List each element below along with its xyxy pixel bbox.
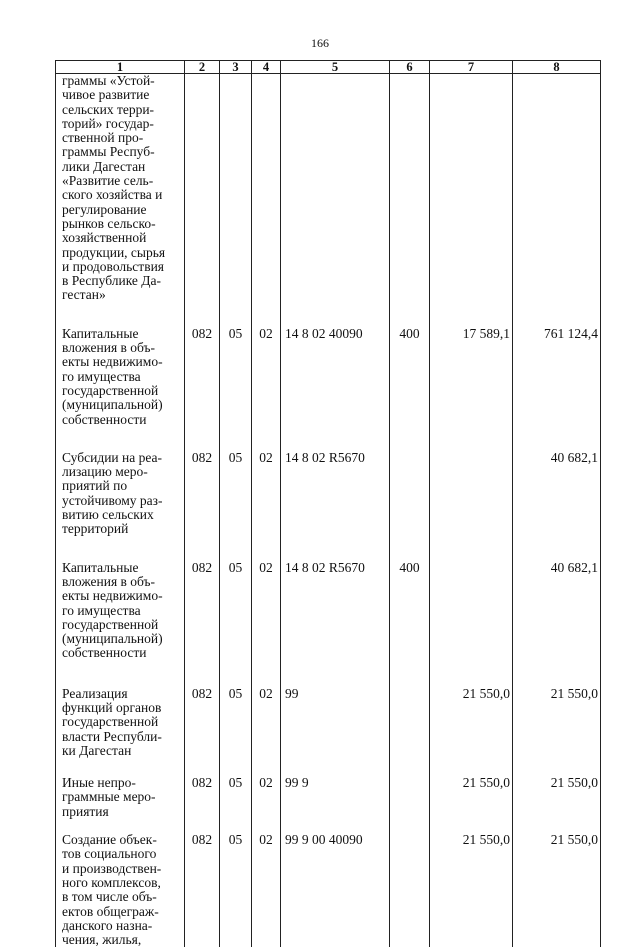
section-code-cell-text: 05 [228,325,243,341]
section-code-cell [220,833,252,947]
amount-cell [430,451,513,561]
amount-cell [513,687,601,776]
target-code-cell [281,74,390,327]
target-code-cell [281,451,390,561]
expense-type-cell [390,451,430,561]
ministry-code-cell [185,776,220,833]
name-cell [56,327,185,451]
subsection-code-cell-text: 02 [259,685,273,701]
section-code-cell-text: 05 [228,775,243,791]
section-code-cell-text: 05 [228,449,243,465]
expense-type-cell-text: 400 [399,559,420,575]
expense-type-cell [390,687,430,776]
page-number: 166 [311,36,329,50]
ministry-code-cell-text: 082 [191,685,213,701]
amount-cell-text: 21 550,0 [550,685,598,701]
amount-cell [430,776,513,833]
target-code-cell [281,833,390,947]
amount-cell-text: 761 124,4 [544,325,598,341]
name-cell-text: Капитальные вложения в объ- екты недвижимо- го имущества государственной (муниципальной) собственности [62,325,163,427]
header-row [56,61,601,74]
column-header: 7 [430,61,513,74]
column-header: 6 [390,61,430,74]
column-header: 4 [252,61,281,74]
amount-cell [513,776,601,833]
amount-cell [430,327,513,451]
column-header: 8 [513,61,601,74]
section-code-cell [220,776,252,833]
target-code-cell [281,561,390,687]
ministry-code-cell [185,327,220,451]
table-row [56,687,601,776]
column-header: 2 [185,61,220,74]
section-code-cell [220,687,252,776]
section-code-cell-text: 05 [228,559,243,575]
amount-cell-text: 17 589,1 [462,325,510,341]
amount-cell [430,833,513,947]
amount-cell-text: 40 682,1 [550,559,598,575]
amount-cell-text: 40 682,1 [550,449,598,465]
subsection-code-cell-text: 02 [259,775,273,791]
target-code-cell-text: 99 9 00 40090 [285,832,363,848]
subsection-code-cell-text: 02 [259,559,273,575]
section-code-cell [220,561,252,687]
ministry-code-cell-text: 082 [191,325,213,341]
name-cell [56,687,185,776]
ministry-code-cell [185,833,220,947]
ministry-code-cell-text: 082 [191,559,213,575]
name-cell-text: Капитальные вложения в объ- екты недвижимо- го имущества государственной (муниципальной) собственности [62,559,163,661]
column-header: 3 [220,61,252,74]
subsection-code-cell [252,74,281,327]
budget-table [55,60,601,947]
name-cell [56,74,185,327]
subsection-code-cell-text: 02 [259,325,273,341]
section-code-cell [220,74,252,327]
target-code-cell [281,687,390,776]
amount-cell-text: 21 550,0 [462,685,510,701]
name-cell-text: Создание объек- тов социального и производствен- ного комплексов, в том числе объ- ектов общеграж- данского назна- чения, жилья, [62,832,162,947]
subsection-code-cell-text: 02 [259,449,273,465]
expense-type-cell [390,74,430,327]
target-code-cell-text: 14 8 02 R5670 [285,449,365,465]
amount-cell-text: 21 550,0 [462,775,510,791]
amount-cell [513,451,601,561]
section-code-cell-text: 05 [228,832,243,848]
subsection-code-cell [252,833,281,947]
amount-cell [513,327,601,451]
name-cell [56,833,185,947]
subsection-code-cell [252,451,281,561]
subsection-code-cell [252,776,281,833]
subsection-code-cell-text: 02 [259,832,273,848]
amount-cell [430,74,513,327]
ministry-code-cell [185,451,220,561]
table-row [56,327,601,451]
expense-type-cell [390,776,430,833]
expense-type-cell [390,833,430,947]
name-cell [56,776,185,833]
subsection-code-cell [252,561,281,687]
target-code-cell-text: 14 8 02 40090 [285,325,363,341]
table-row [56,74,601,327]
target-code-cell [281,327,390,451]
expense-type-cell [390,327,430,451]
expense-type-cell [390,561,430,687]
ministry-code-cell-text: 082 [191,832,213,848]
table-row [56,451,601,561]
name-cell-text: Субсидии на реа- лизацию меро- приятий по устойчивому раз- витию сельских территорий [62,449,163,537]
name-cell-text: граммы «Устой- чивое развитие сельских терри- торий» государ- ственной про- граммы Респуб- лики Дагестан «Развитие сель- ского хозяйства и регулирование рынков сельско- хозяйственной продукции, сырья и продовольствия в Республике Да- гестан» [62,73,166,303]
ministry-code-cell [185,561,220,687]
name-cell [56,561,185,687]
name-cell [56,451,185,561]
amount-cell [430,687,513,776]
target-code-cell [281,776,390,833]
amount-cell-text: 21 550,0 [462,832,510,848]
name-cell-text: Реализация функций органов государственной власти Республи- ки Дагестан [62,685,162,758]
amount-cell [513,561,601,687]
ministry-code-cell [185,74,220,327]
target-code-cell-text: 14 8 02 R5670 [285,559,365,575]
amount-cell-text: 21 550,0 [550,775,598,791]
expense-type-cell-text: 400 [399,325,420,341]
table-row [56,833,601,947]
section-code-cell [220,451,252,561]
table-row [56,776,601,833]
ministry-code-cell [185,687,220,776]
amount-cell [513,74,601,327]
table-row [56,561,601,687]
target-code-cell-text: 99 9 [285,775,309,791]
name-cell-text: Иные непро- граммные меро- приятия [62,775,156,819]
amount-cell [513,833,601,947]
section-code-cell-text: 05 [228,685,243,701]
ministry-code-cell-text: 082 [191,775,213,791]
column-header: 1 [56,61,185,74]
ministry-code-cell-text: 082 [191,449,213,465]
target-code-cell-text: 99 [285,685,299,701]
subsection-code-cell [252,687,281,776]
section-code-cell [220,327,252,451]
amount-cell [430,561,513,687]
column-header: 5 [281,61,390,74]
amount-cell-text: 21 550,0 [550,832,598,848]
subsection-code-cell [252,327,281,451]
